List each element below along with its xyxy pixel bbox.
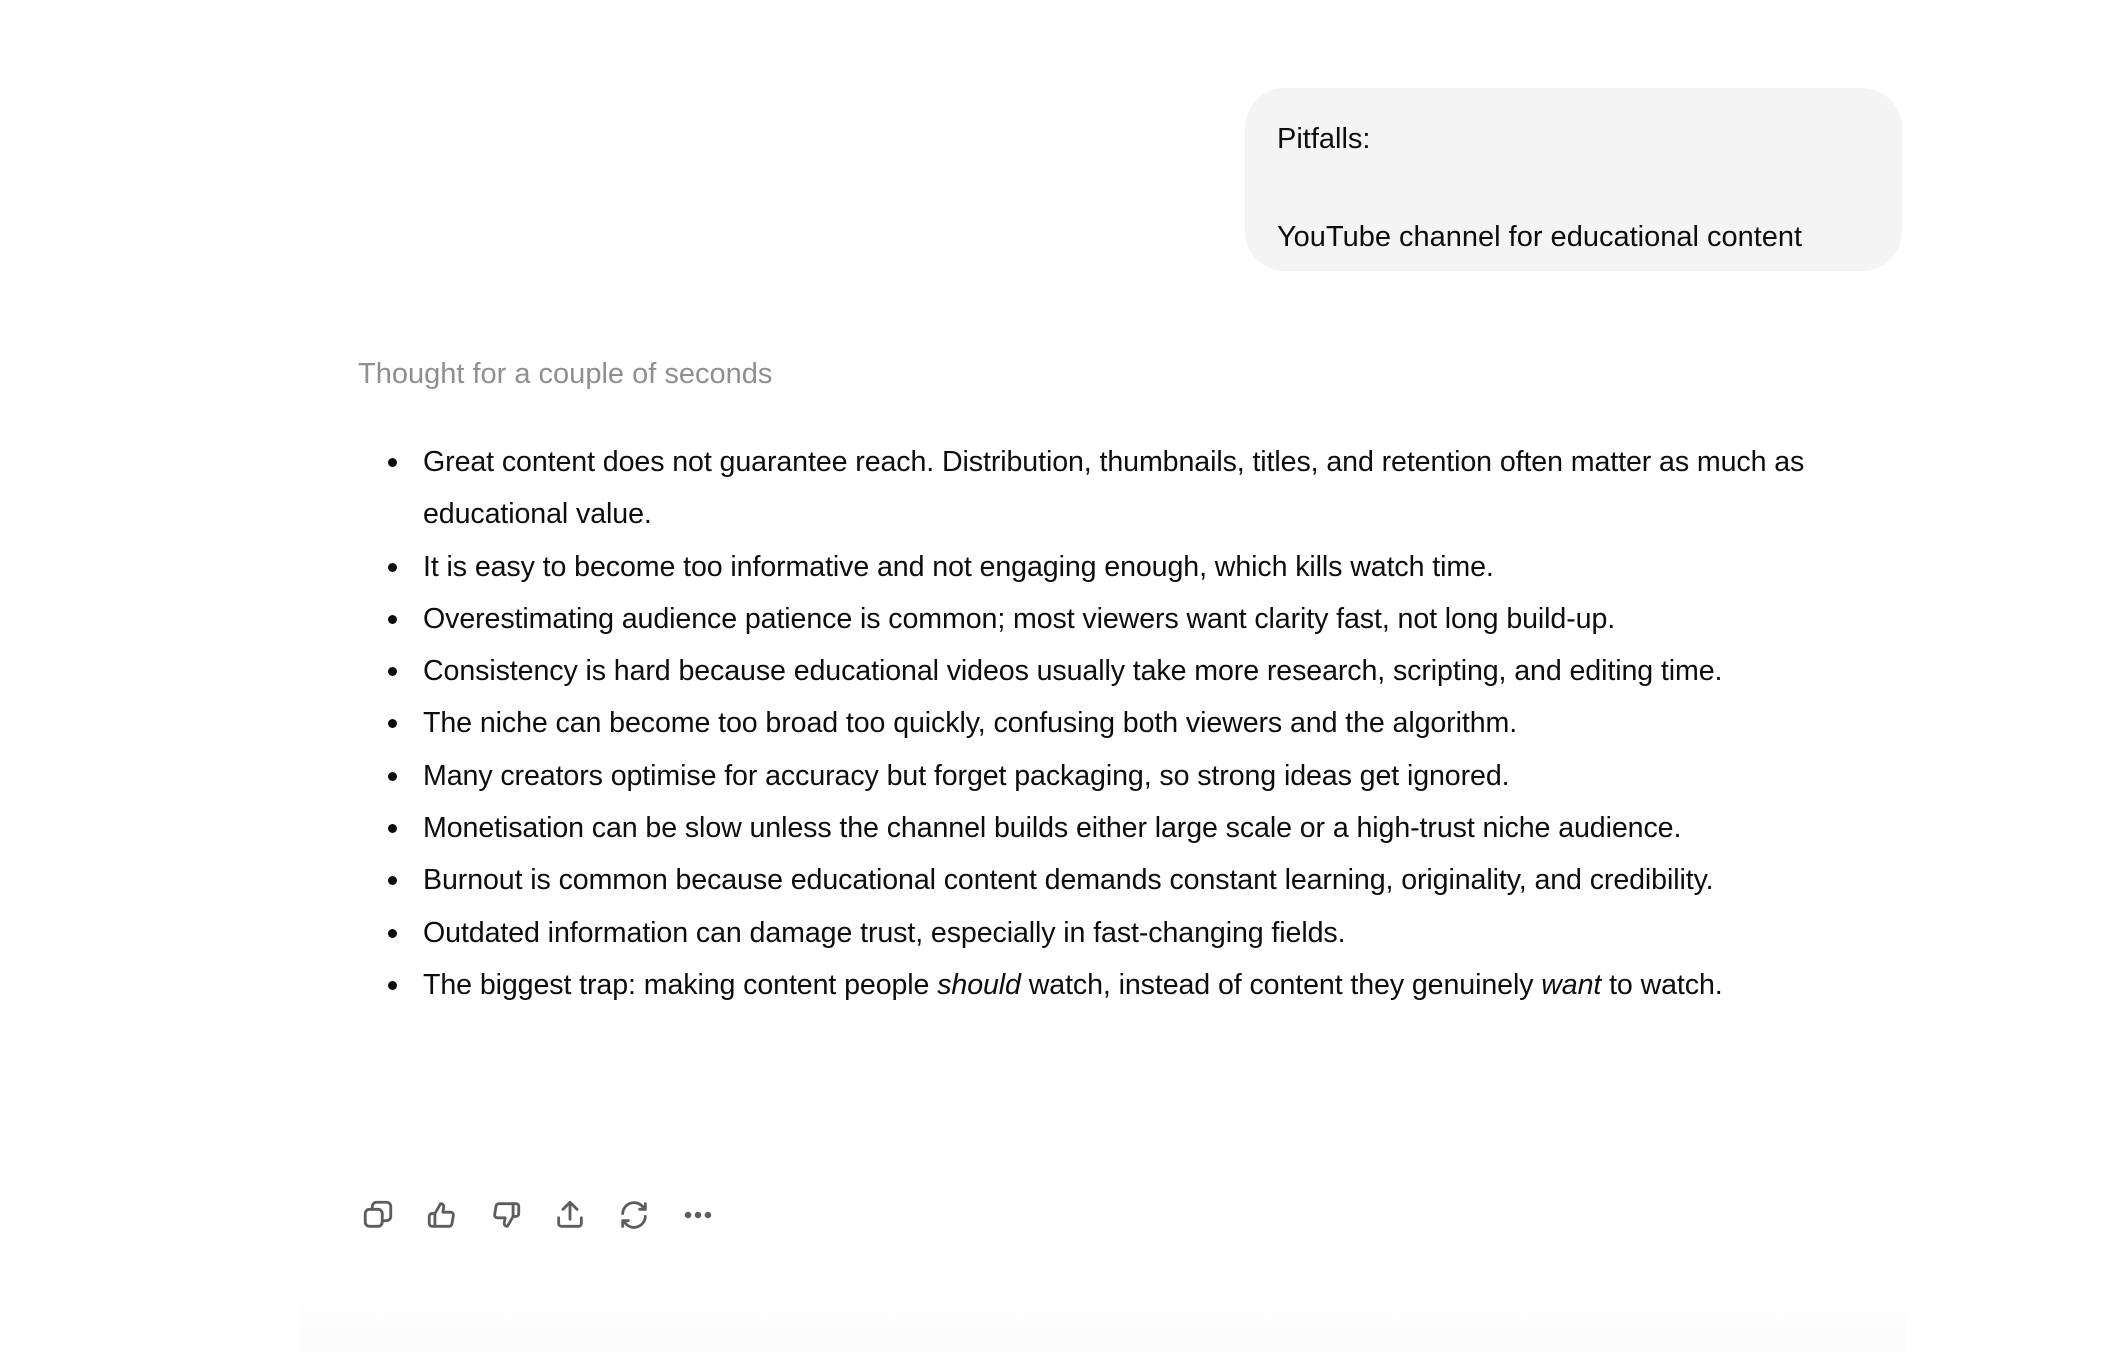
list-item: It is easy to become too informative and not engaging enough, which kills watch time.: [423, 541, 1903, 593]
list-item: Consistency is hard because educational videos usually take more research, scripting, and editing time.: [423, 645, 1903, 697]
list-item: Monetisation can be slow unless the channel builds either large scale or a high-trust niche audience.: [423, 802, 1903, 854]
message-actions: [358, 1195, 718, 1235]
more-button[interactable]: [678, 1195, 718, 1235]
list-item: [423, 959, 1903, 1011]
list-item: The niche can become too broad too quickly, confusing both viewers and the algorithm.: [423, 697, 1903, 749]
thumbs-down-icon: [489, 1198, 523, 1232]
regenerate-icon: [617, 1198, 651, 1232]
user-message-line: YouTube channel for educational content: [1277, 221, 1803, 253]
user-message-line: Pitfalls:: [1277, 123, 1371, 155]
copy-button[interactable]: [358, 1195, 398, 1235]
good-response-button[interactable]: [422, 1195, 462, 1235]
assistant-answer-list: [358, 436, 1903, 1011]
text: watch, instead of content they genuinely: [1020, 968, 1542, 1001]
user-message-bubble: [1245, 88, 1902, 271]
thought-toggle[interactable]: Thought for a couple of seconds: [358, 358, 773, 390]
composer-fade: [300, 1292, 1906, 1352]
list-item: Overestimating audience patience is common; most viewers want clarity fast, not long build-up.: [423, 593, 1903, 645]
share-button[interactable]: [550, 1195, 590, 1235]
text: The biggest trap: making content people: [423, 968, 938, 1001]
thumbs-up-icon: [425, 1198, 459, 1232]
list-item: Many creators optimise for accuracy but forget packaging, so strong ideas get ignored.: [423, 750, 1903, 802]
regenerate-button[interactable]: [614, 1195, 654, 1235]
list-item: Great content does not guarantee reach. Distribution, thumbnails, titles, and retention often matter as much as educational value.: [423, 436, 1903, 541]
emphasis: want: [1541, 968, 1602, 1001]
share-icon: [553, 1198, 587, 1232]
text: to watch.: [1601, 968, 1723, 1001]
bad-response-button[interactable]: [486, 1195, 526, 1235]
more-icon: [681, 1198, 715, 1232]
list-item: Burnout is common because educational content demands constant learning, originality, and credibility.: [423, 854, 1903, 906]
emphasis: should: [937, 968, 1021, 1001]
list-item: Outdated information can damage trust, especially in fast-changing fields.: [423, 907, 1903, 959]
copy-icon: [361, 1198, 395, 1232]
